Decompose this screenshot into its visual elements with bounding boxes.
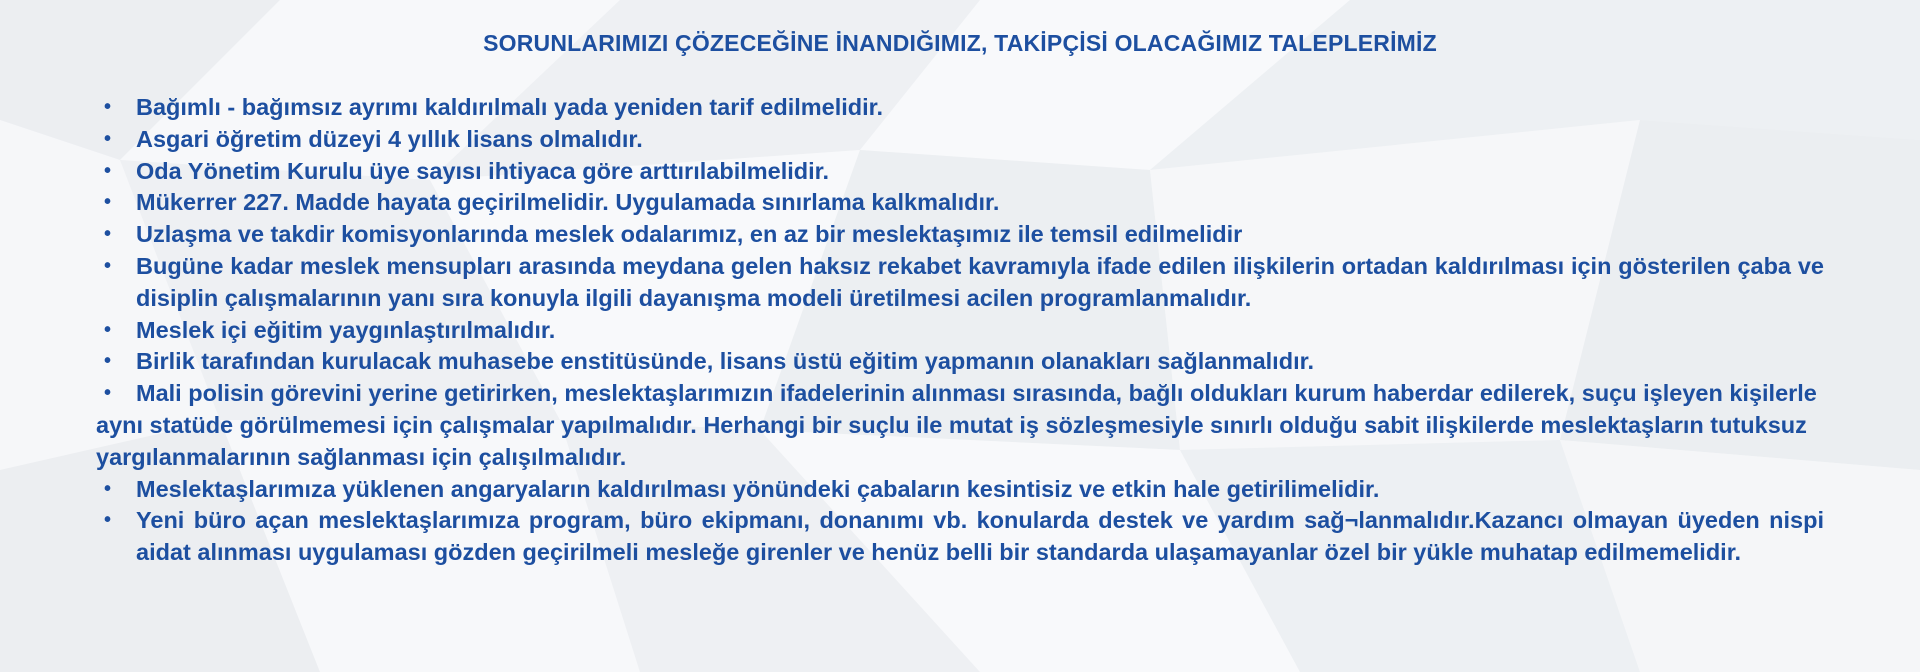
bullet-icon: • xyxy=(104,191,112,214)
bullet-icon: • xyxy=(104,223,112,246)
list-item-text: Asgari öğretim düzeyi 4 yıllık lisans olmalıdır. xyxy=(136,125,643,152)
list-item-text: Yeni büro açan meslektaşlarımıza program, büro ekipmanı, donanımı vb. konularda destek ve yardım sağ¬lanmalıdır.Kazancı olmayan üyeden nispi aidat alınması uygulaması gözden geçirilmeli mesleğe girenler ve henüz belli bir standarda ulaşamayanlar özel bir yükle muhatap edilmemelidir. xyxy=(136,507,1824,566)
list-item xyxy=(96,378,1824,473)
list-item-text: Bağımlı - bağımsız ayrımı kaldırılmalı yada yeniden tarif edilmelidir. xyxy=(136,94,884,120)
list-item xyxy=(96,315,1824,347)
list-item xyxy=(96,156,1824,188)
demands-list xyxy=(96,92,1824,569)
list-item-text: Mali polisin görevini yerine getirirken, meslektaşlarımızın ifadelerinin alınması sırasında, bağlı oldukları kurum haberdar edilerek, suçu işleyen kişilerle aynı statüde görülmemesi için çalışmalar yapılmalıdır. Herhangi bir suçlu ile mutat iş sözleşmesiyle sınırlı olduğu sabit ilişkilerde meslektaşların tutuksuz yargılanmalarının sağlanması için çalışılmalıdır. xyxy=(96,380,1817,470)
bullet-icon: • xyxy=(104,254,112,277)
bullet-icon: • xyxy=(104,159,112,182)
bullet-icon: • xyxy=(104,96,112,118)
bullet-icon: • xyxy=(104,318,112,341)
list-item xyxy=(96,251,1824,315)
list-item xyxy=(96,92,1824,124)
bullet-icon: • xyxy=(104,127,112,150)
list-item xyxy=(96,346,1824,378)
list-item-text: Mükerrer 227. Madde hayata geçirilmelidir. Uygulamada sınırlama kalkmalıdır. xyxy=(136,189,1000,216)
list-item xyxy=(96,219,1824,251)
list-item-text: Bugüne kadar meslek mensupları arasında meydana gelen haksız rekabet kavramıyla ifade edilen ilişkilerin ortadan kaldırılması için gösterilen çaba ve disiplin çalışmalarının yanı sıra konuyla ilgili dayanışma modeli üretilmesi acilen programlanmalıdır. xyxy=(136,252,1824,311)
list-item xyxy=(96,187,1824,219)
bullet-icon: • xyxy=(104,382,112,405)
list-item-text: Meslek içi eğitim yaygınlaştırılmalıdır. xyxy=(136,316,556,343)
list-item-text: Uzlaşma ve takdir komisyonlarında meslek odalarımız, en az bir meslektaşımız ile temsil edilmelidir xyxy=(136,221,1243,248)
bullet-icon: • xyxy=(104,509,112,532)
list-item-text: Birlik tarafından kurulacak muhasebe enstitüsünde, lisans üstü eğitim yapmanın olanakları sağlanmalıdır. xyxy=(136,348,1314,375)
page-title: SORUNLARIMIZI ÇÖZECEĞİNE İNANDIĞIMIZ, TAKİPÇİSİ OLACAĞIMIZ TALEPLERİMİZ xyxy=(483,30,1437,56)
list-item xyxy=(96,474,1824,506)
list-item xyxy=(96,124,1824,156)
list-item-text: Oda Yönetim Kurulu üye sayısı ihtiyaca göre arttırılabilmelidir. xyxy=(136,157,830,184)
bullet-icon: • xyxy=(104,350,112,373)
list-item xyxy=(96,505,1824,569)
list-item-text: Meslektaşlarımıza yüklenen angaryaların kaldırılması yönündeki çabaların kesintisiz ve etkin hale getirilimelidir. xyxy=(136,475,1380,502)
bullet-icon: • xyxy=(104,477,112,500)
